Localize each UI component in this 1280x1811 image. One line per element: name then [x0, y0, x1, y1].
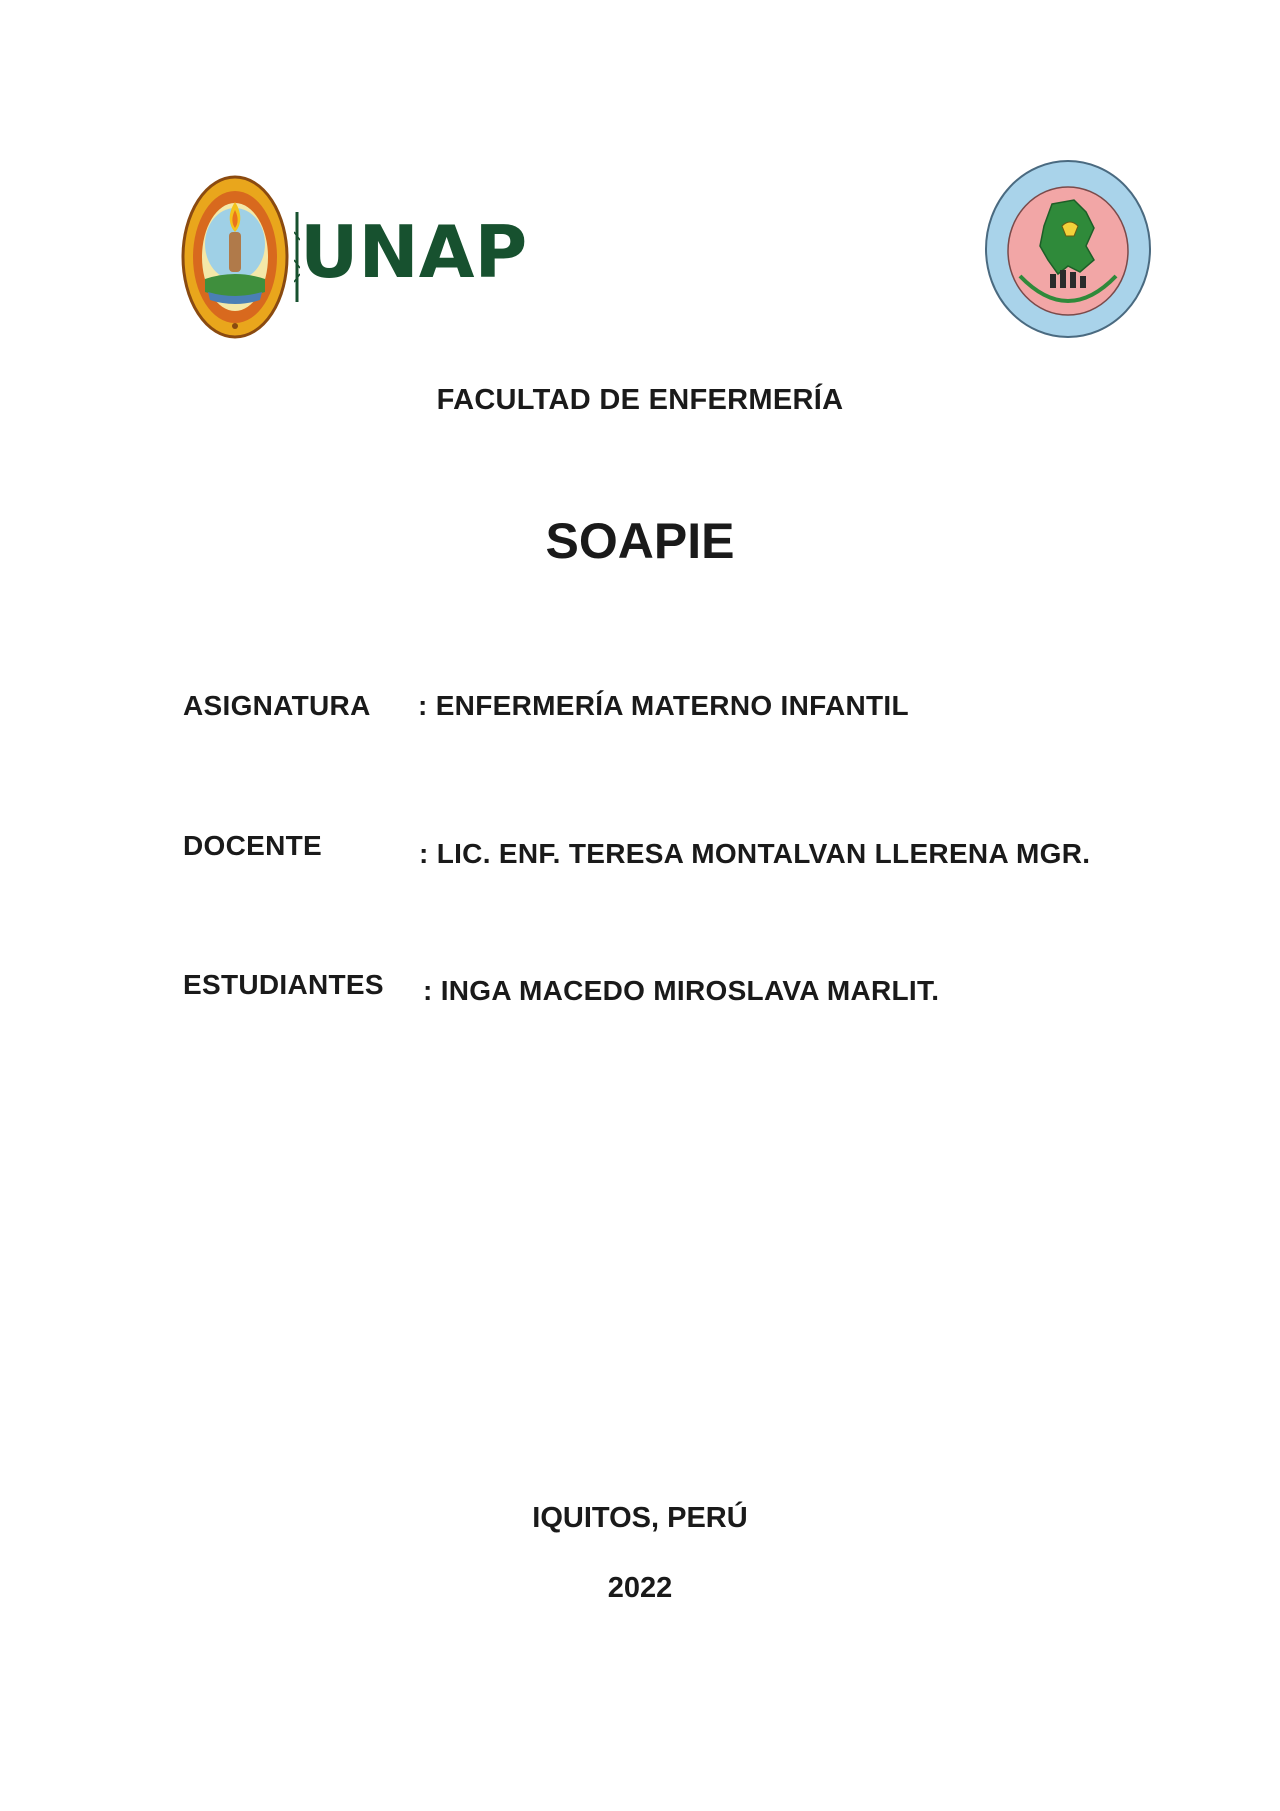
unap-wordmark: UNAP [300, 210, 528, 294]
nursing-faculty-seal-icon [982, 156, 1154, 342]
document-title: SOAPIE [545, 513, 735, 569]
place-text: IQUITOS, PERÚ [532, 1502, 748, 1534]
faculty-seal [982, 156, 1154, 342]
teacher-label: DOCENTE [183, 830, 322, 861]
unap-logo [180, 174, 528, 340]
subject-value: : ENFERMERÍA MATERNO INFANTIL [418, 690, 909, 721]
teacher-value: : LIC. ENF. TERESA MONTALVAN LLERENA MGR. [419, 838, 1091, 869]
subject-label: ASIGNATURA [183, 690, 371, 721]
year-text: 2022 [607, 1572, 673, 1604]
unap-seal-icon [180, 174, 290, 340]
students-value: : INGA MACEDO MIROSLAVA MARLIT. [423, 975, 940, 1006]
students-label: ESTUDIANTES [183, 969, 384, 1000]
faculty-heading: FACULTAD DE ENFERMERÍA [436, 384, 844, 416]
